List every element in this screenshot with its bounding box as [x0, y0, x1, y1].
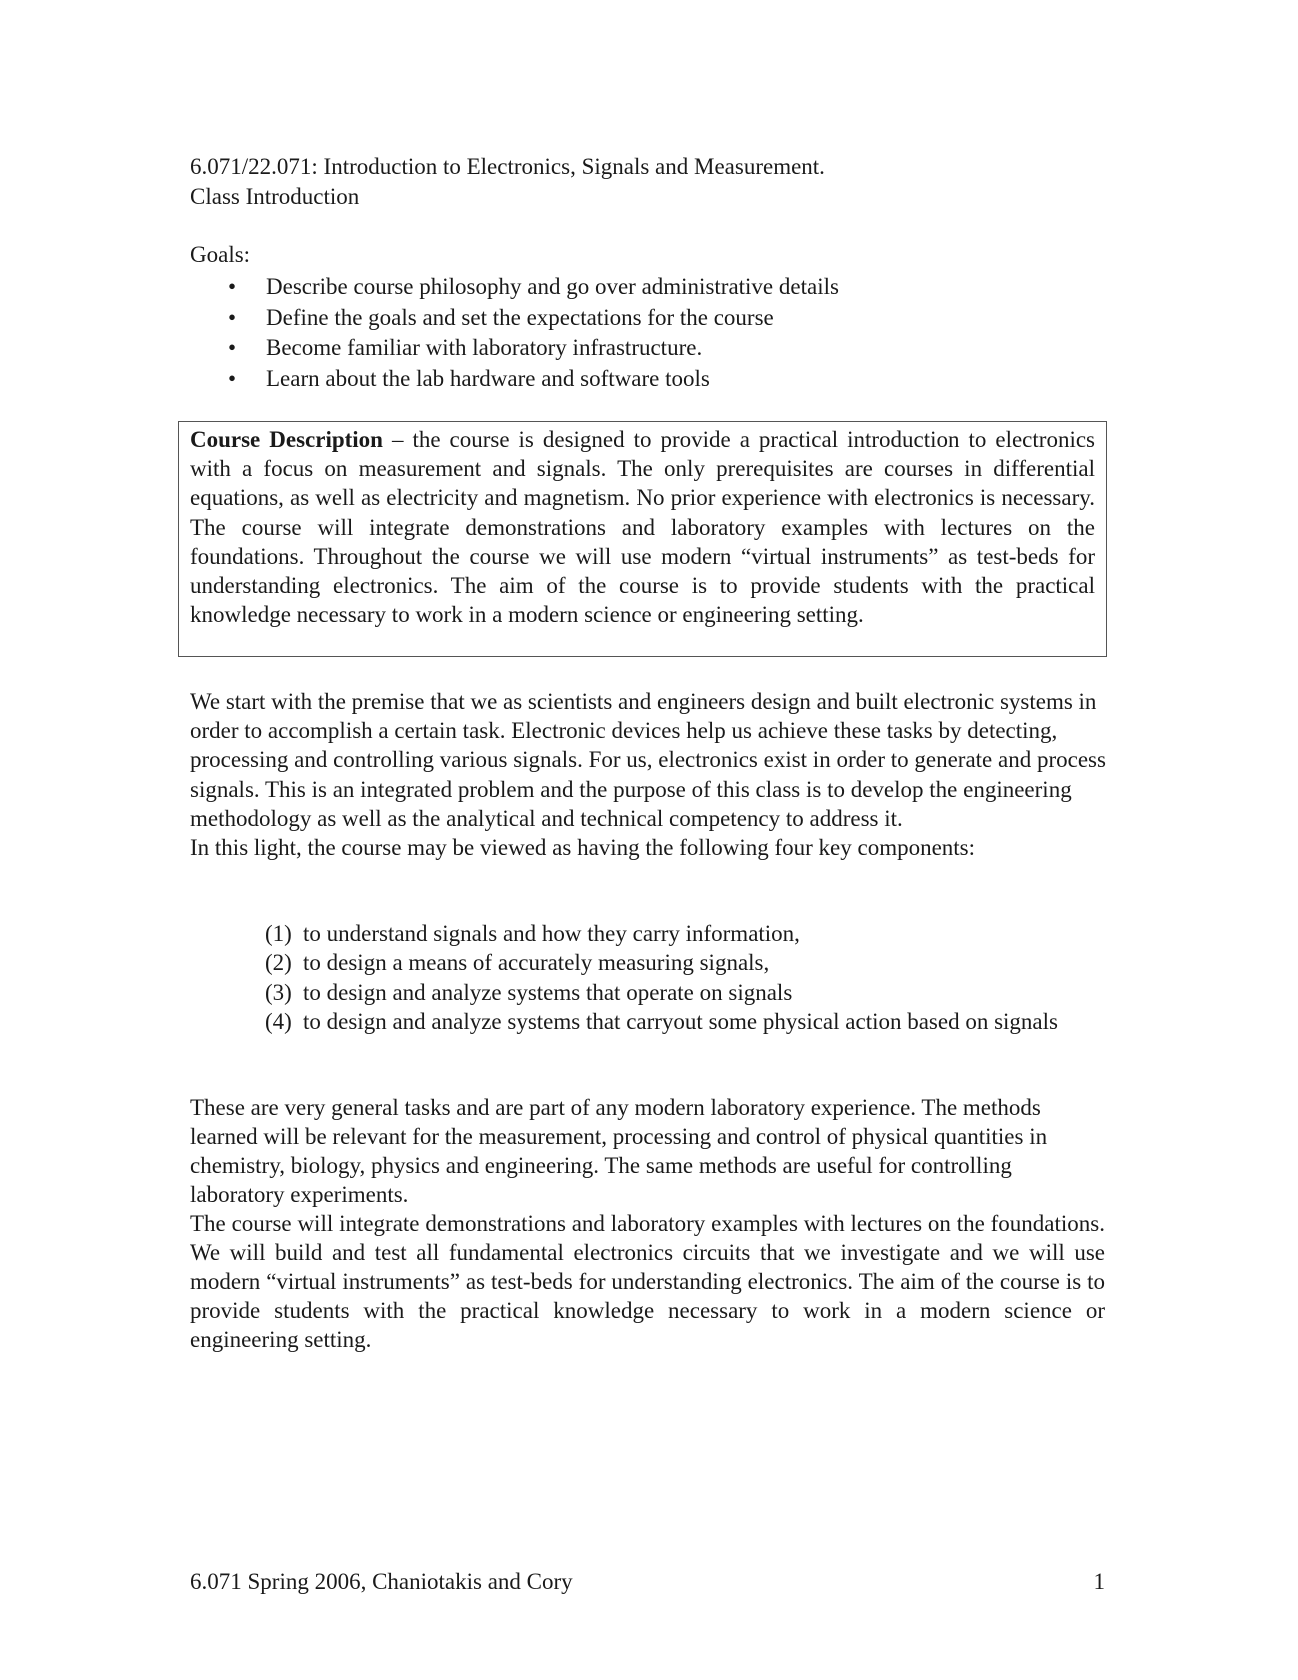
component-item [265, 948, 1085, 977]
goal-item [228, 333, 1110, 364]
closing-section [190, 1093, 1105, 1354]
bullet-icon: • [228, 335, 237, 360]
component-item [265, 978, 1085, 1007]
document-header [190, 152, 1110, 212]
premise-lead-in: In this light, the course may be viewed as having the following four key components: [190, 835, 976, 861]
page-footer [190, 1567, 1105, 1597]
components-list [265, 919, 1085, 1037]
closing-paragraph-2: The course will integrate demonstrations and laboratory examples with lectures on the foundations. We will build and test all fundamental electronics circuits that we investigate and we will use modern “virtual instruments” as test-beds for understanding electronics. The aim of the course is to provide students with the practical knowledge necessary to work in a modern science or engineering setting. [190, 1211, 1105, 1352]
component-item [265, 919, 1085, 948]
goal-text: Describe course philosophy and go over administrative details [266, 274, 839, 299]
footer-course-info: 6.071 Spring 2006, Chaniotakis and Cory [190, 1569, 573, 1594]
bullet-icon: • [228, 304, 237, 330]
document-title: 6.071/22.071: Introduction to Electronics, Signals and Measurement. [190, 154, 825, 179]
course-description-box [178, 421, 1107, 657]
course-description-label: Course Description [190, 427, 383, 452]
goal-text: Become familiar with laboratory infrastructure. [266, 335, 703, 360]
premise-paragraph: We start with the premise that we as scientists and engineers design and built electronic systems in order to accomplish a certain task. Electronic devices help us achieve these tasks by detecting, processing and controlling various signals. For us, electronics exist in order to generate and process signals. This is an integrated problem and the purpose of this class is to develop the engineering methodology as well as the analytical and technical competency to address it. [190, 689, 1106, 831]
goals-section [190, 240, 1110, 394]
goal-text: Define the goals and set the expectations for the course [266, 304, 774, 330]
component-number: (3) [265, 979, 292, 1005]
closing-paragraph-1: These are very general tasks and are part of any modern laboratory experience. The methods learned will be relevant for the measurement, processing and control of physical quantities in chemistry, biology, physics and engineering. The same methods are useful for controlling laboratory experiments. [190, 1095, 1048, 1207]
goals-heading: Goals: [190, 242, 251, 267]
component-text: to design and analyze systems that carryout some physical action based on signals [303, 1009, 1058, 1035]
bullet-icon: • [228, 365, 237, 391]
goals-list [190, 272, 1110, 394]
component-item [265, 1007, 1085, 1036]
component-number: (4) [265, 1009, 292, 1035]
course-description-text: – the course is designed to provide a practical introduction to electronics with a focus on measurement and signals. The only prerequisites are courses in differential equations, as well as electricity and magnetism. No prior experience with electronics is necessary. The course will integrate demonstrations and laboratory examples with lectures on the foundations. Throughout the course we will use modern “virtual instruments” as test-beds for understanding electronics. The aim of the course is to provide students with the practical knowledge necessary to work in a modern science or engineering setting. [190, 427, 1095, 628]
component-number: (1) [265, 921, 292, 946]
component-text: to design a means of accurately measuring signals, [303, 950, 770, 976]
page-number: 1 [1093, 1569, 1105, 1594]
bullet-icon: • [228, 274, 237, 299]
component-text: to understand signals and how they carry information, [303, 921, 800, 946]
goal-item [228, 303, 1110, 334]
goal-item [228, 272, 1110, 303]
goal-item [228, 364, 1110, 395]
premise-section [190, 687, 1110, 862]
component-text: to design and analyze systems that operate on signals [303, 979, 793, 1005]
component-number: (2) [265, 950, 292, 976]
document-subtitle: Class Introduction [190, 184, 360, 209]
goal-text: Learn about the lab hardware and software tools [266, 365, 710, 391]
